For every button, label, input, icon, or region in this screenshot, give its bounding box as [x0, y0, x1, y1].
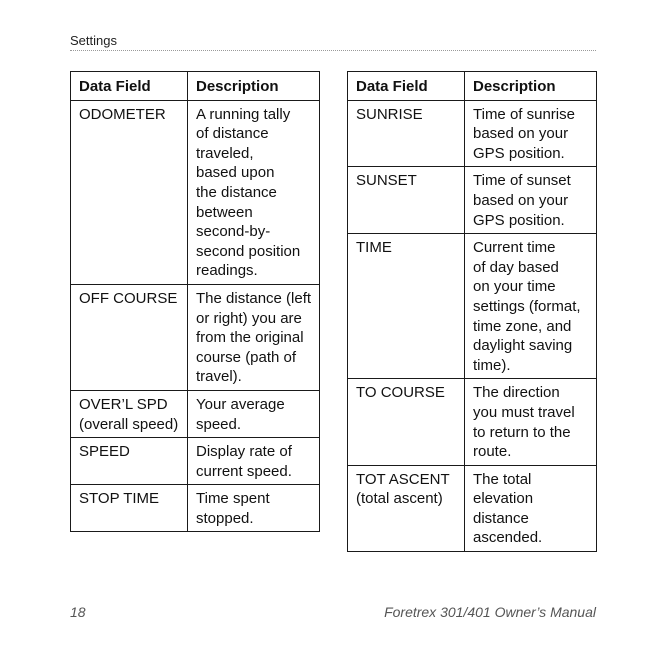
field-name: ODOMETER — [71, 100, 188, 284]
field-name: STOP TIME — [71, 485, 188, 532]
field-name: SPEED — [71, 438, 188, 485]
table-row — [348, 234, 597, 379]
column-header-description: Description — [465, 72, 597, 101]
field-name: OFF COURSE — [71, 284, 188, 390]
column-header-data-field: Data Field — [71, 72, 188, 101]
column-header-data-field: Data Field — [348, 72, 465, 101]
field-description: Your average speed. — [188, 390, 320, 437]
table-row — [348, 379, 597, 465]
field-description: Time of sunrise based on your GPS position. — [465, 100, 597, 167]
table-row — [348, 167, 597, 234]
field-description: Time spent stopped. — [188, 485, 320, 532]
page-number: 18 — [70, 604, 86, 620]
field-name: SUNRISE — [348, 100, 465, 167]
table-row — [348, 100, 597, 167]
field-name: TO COURSE — [348, 379, 465, 465]
field-description: A running tally of distance traveled, based upon the distance between second-by- second position readings. — [188, 100, 320, 284]
table-row — [71, 485, 320, 532]
header-divider — [70, 50, 596, 51]
field-description: Display rate of current speed. — [188, 438, 320, 485]
field-name: TIME — [348, 234, 465, 379]
column-header-description: Description — [188, 72, 320, 101]
table-row — [348, 465, 597, 551]
field-name: SUNSET — [348, 167, 465, 234]
data-fields-table-right — [347, 71, 597, 552]
data-fields-table-left — [70, 71, 320, 532]
table-row — [71, 390, 320, 437]
field-description: The distance (left or right) you are from the original course (path of travel). — [188, 284, 320, 390]
table-header-row — [71, 72, 320, 101]
field-name: TOT ASCENT (total ascent) — [348, 465, 465, 551]
field-name: OVER’L SPD (overall speed) — [71, 390, 188, 437]
field-description: Current time of day based on your time settings (format, time zone, and daylight saving time). — [465, 234, 597, 379]
table-row — [71, 438, 320, 485]
manual-title: Foretrex 301/401 Owner’s Manual — [384, 604, 596, 620]
table-row — [71, 100, 320, 284]
table-row — [71, 284, 320, 390]
table-header-row — [348, 72, 597, 101]
field-description: The direction you must travel to return to the route. — [465, 379, 597, 465]
field-description: Time of sunset based on your GPS position. — [465, 167, 597, 234]
field-description: The total elevation distance ascended. — [465, 465, 597, 551]
section-header-label: Settings — [70, 33, 117, 48]
